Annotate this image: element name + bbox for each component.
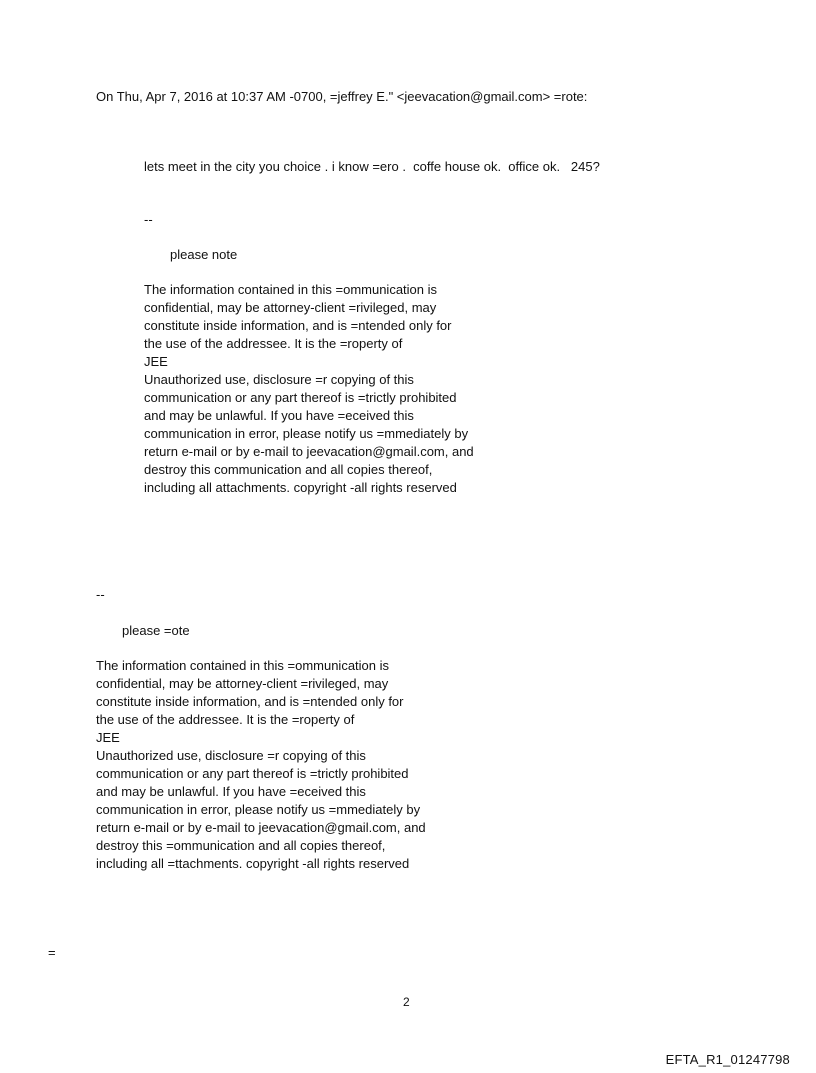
quoted-please-note: please note: [170, 247, 238, 262]
quoted-disclaimer-line: destroy this communication and all copies thereof,: [144, 462, 433, 477]
quoted-disclaimer-line: return e-mail or by e-mail to jeevacation@gmail.com, and: [144, 444, 474, 459]
trailing-equals: =: [48, 945, 56, 960]
disclaimer-line: constitute inside information, and is =ntended only for: [96, 694, 404, 709]
please-note: please =ote: [122, 623, 190, 638]
page-number: 2: [403, 995, 410, 1009]
disclaimer-line: destroy this =ommunication and all copies thereof,: [96, 838, 386, 853]
quoted-disclaimer-line: including all attachments. copyright -all rights reserved: [144, 480, 457, 495]
quoted-disclaimer-line: confidential, may be attorney-client =rivileged, may: [144, 300, 437, 315]
quoted-disclaimer-line: constitute inside information, and is =ntended only for: [144, 318, 452, 333]
disclaimer-line: confidential, may be attorney-client =rivileged, may: [96, 676, 389, 691]
quoted-signature-separator: --: [144, 212, 153, 227]
document-id: EFTA_R1_01247798: [665, 1052, 790, 1067]
disclaimer-line: return e-mail or by e-mail to jeevacation@gmail.com, and: [96, 820, 426, 835]
disclaimer-line: JEE: [96, 730, 120, 745]
quoted-disclaimer-line: communication or any part thereof is =trictly prohibited: [144, 390, 457, 405]
quoted-disclaimer: [144, 281, 474, 497]
disclaimer-line: and may be unlawful. If you have =eceived this: [96, 784, 366, 799]
disclaimer-line: including all =ttachments. copyright -all rights reserved: [96, 856, 410, 871]
disclaimer-line: communication or any part thereof is =trictly prohibited: [96, 766, 409, 781]
quoted-disclaimer-line: The information contained in this =ommunication is: [144, 282, 438, 297]
quoted-disclaimer-line: and may be unlawful. If you have =eceived this: [144, 408, 414, 423]
disclaimer-line: communication in error, please notify us =mmediately by: [96, 802, 421, 817]
disclaimer-line: the use of the addressee. It is the =roperty of: [96, 712, 355, 727]
disclaimer-line: The information contained in this =ommunication is: [96, 658, 390, 673]
quoted-disclaimer-line: JEE: [144, 354, 168, 369]
quoted-disclaimer-line: communication in error, please notify us =mmediately by: [144, 426, 469, 441]
quoted-disclaimer-line: Unauthorized use, disclosure =r copying of this: [144, 372, 414, 387]
disclaimer-line: Unauthorized use, disclosure =r copying of this: [96, 748, 366, 763]
disclaimer: [96, 657, 426, 873]
signature-separator: --: [96, 587, 105, 602]
reply-header-line: On Thu, Apr 7, 2016 at 10:37 AM -0700, =jeffrey E." <jeevacation@gmail.com> =rote:: [96, 89, 588, 104]
quoted-disclaimer-line: the use of the addressee. It is the =roperty of: [144, 336, 403, 351]
quoted-message: lets meet in the city you choice . i know =ero . coffe house ok. office ok. 245?: [144, 159, 600, 174]
